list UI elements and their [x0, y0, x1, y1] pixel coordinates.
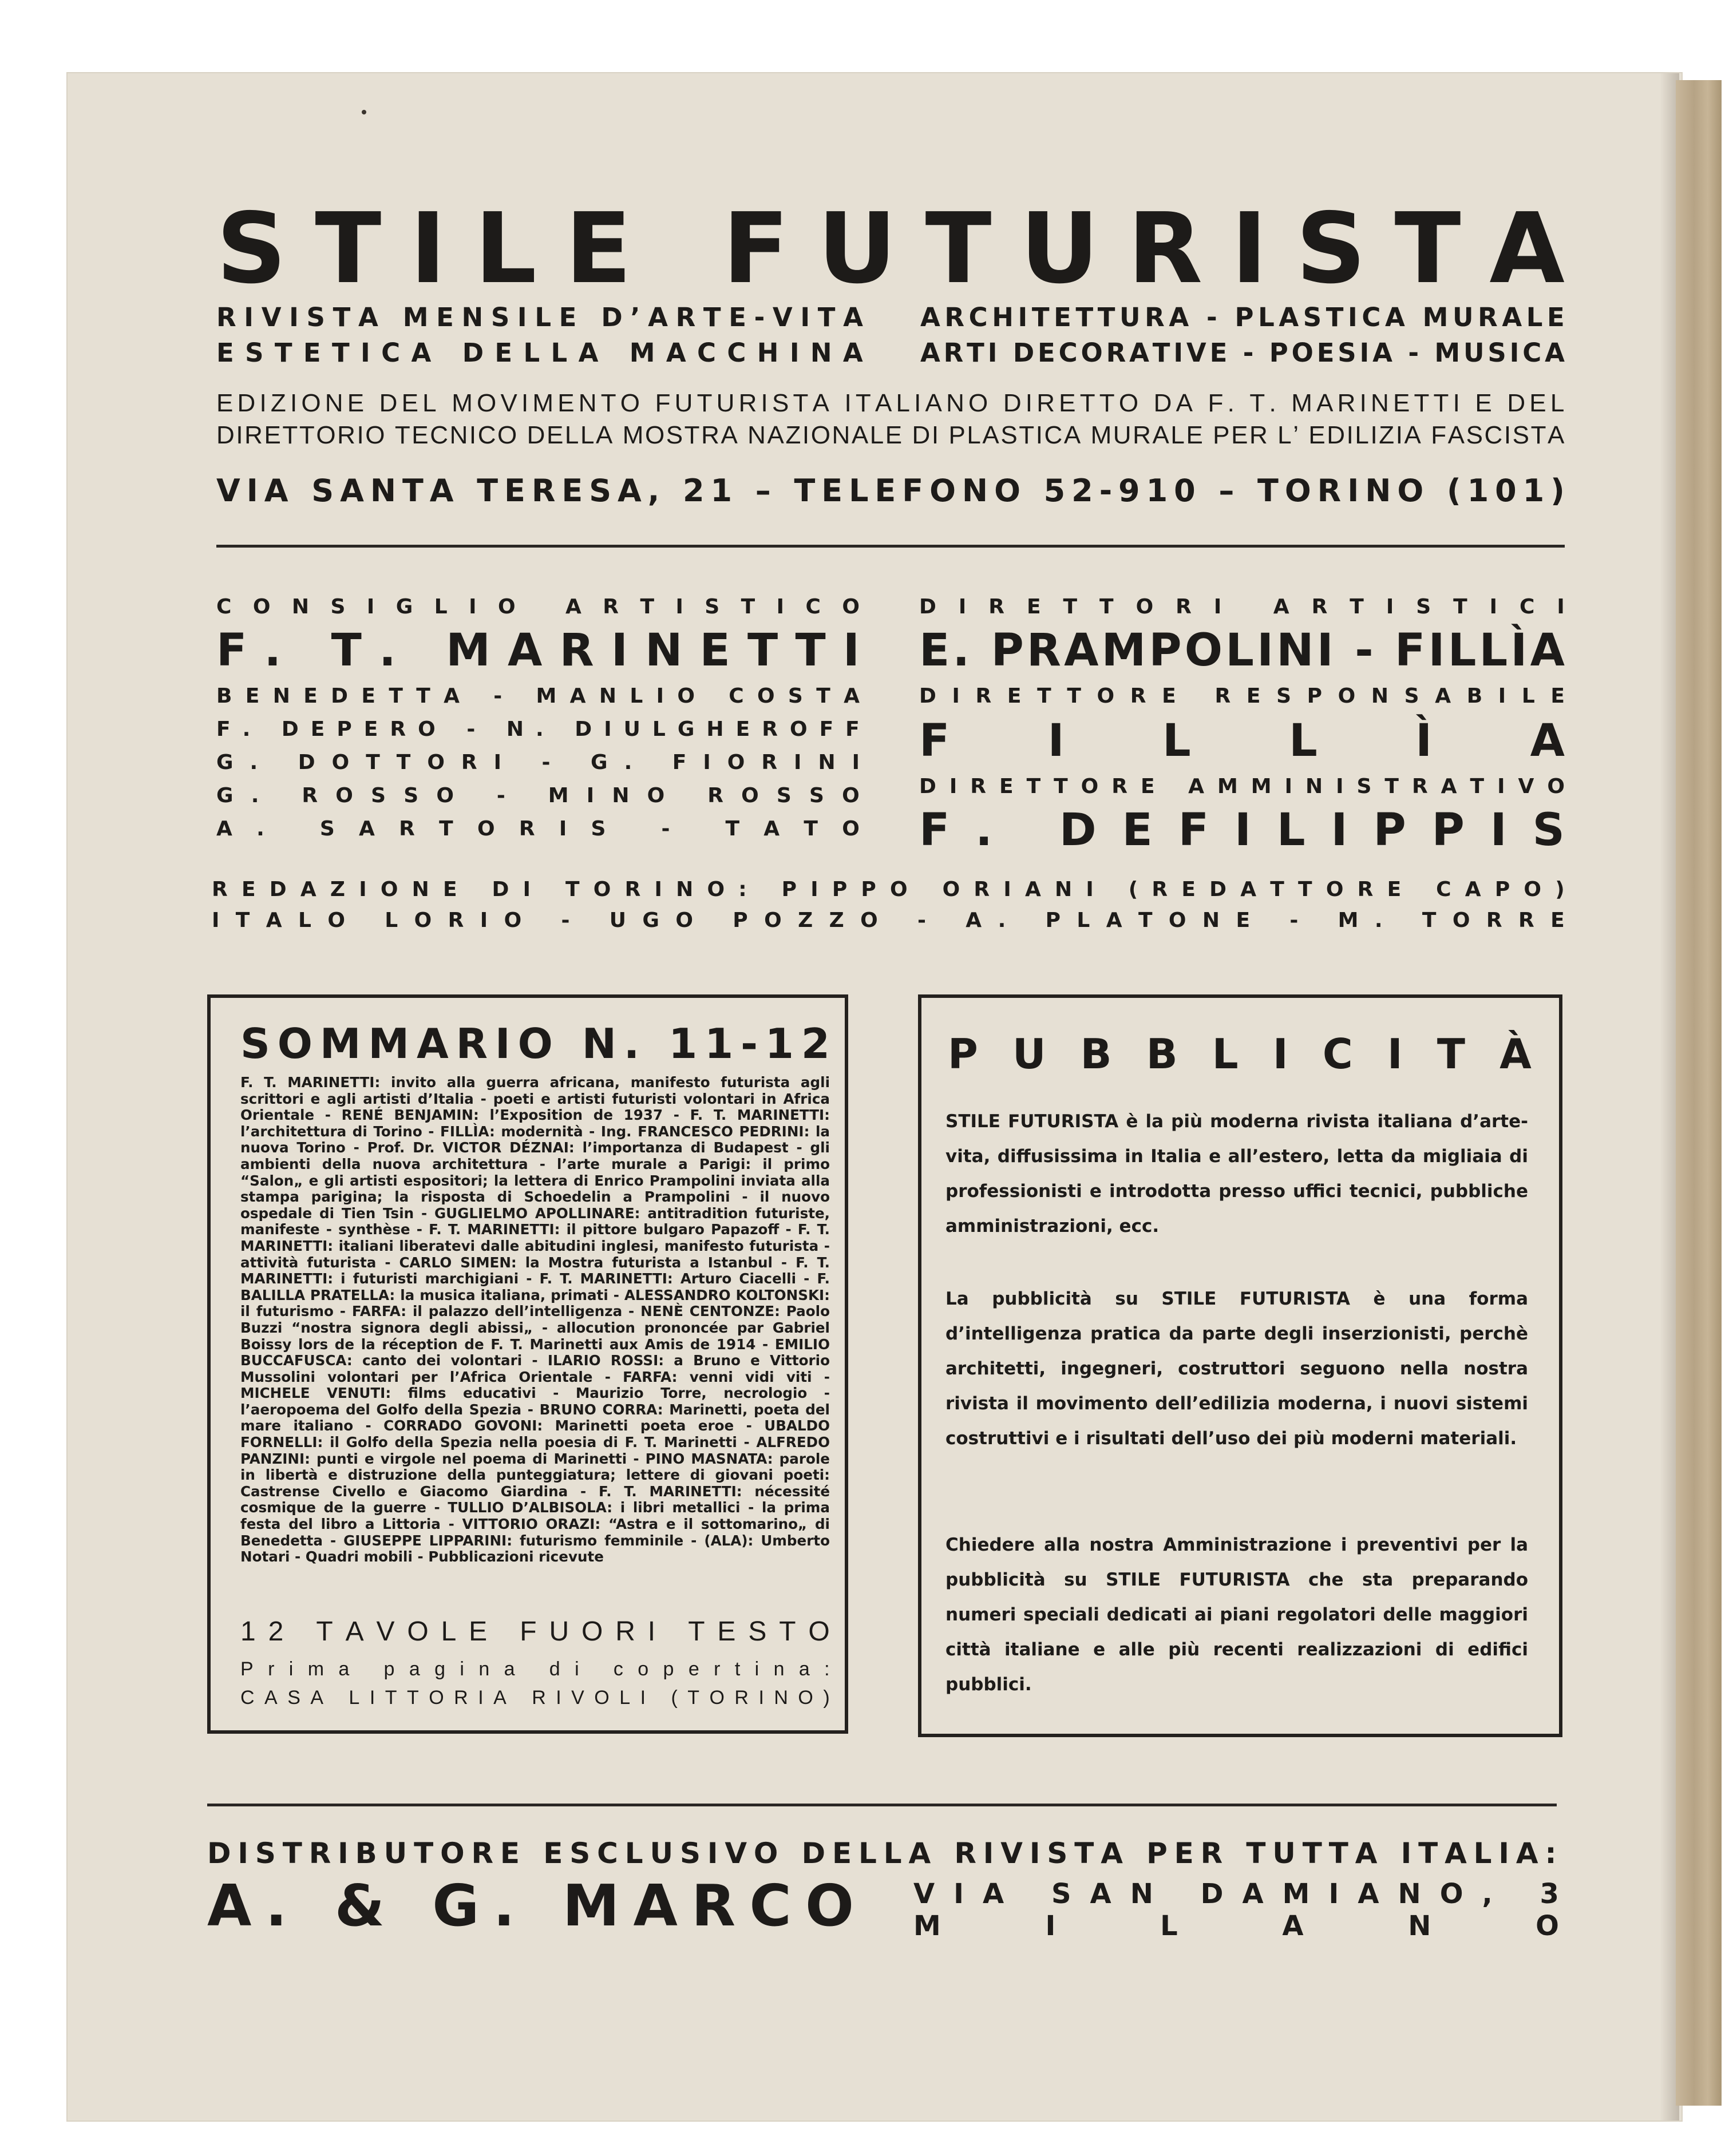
edition-line-1: E D I Z I O N E D E L M O V I M E N T O F U T U R I S T A I T A L I A N O D I R E T T O D A F . T . M A R I N E T T I E D E L: [216, 389, 1565, 417]
magazine-title: S T I L E F U T U R I S T A: [216, 192, 1565, 306]
distributore-city: M I L A N O: [913, 1910, 1559, 1942]
consiglio-label: C O N S I G L I O A R T I S T I C O: [216, 595, 860, 619]
paper-speck: [362, 110, 366, 114]
copertina-value: C A S A L I T T O R I A R I V O L I ( T O R I N O ): [240, 1687, 830, 1709]
subtitle-right-2: A R T I D E C O R A T I V E - P O E S I A - M U S I C A: [920, 338, 1565, 368]
distributore-address: V I A S A N D A M I A N O , 3: [913, 1878, 1559, 1910]
binding-spine: [1676, 80, 1722, 2106]
sommario-body: F. T. MARINETTI: invito alla guerra africana, manifesto futurista agli scrittori e agli artisti d’Italia - poeti e artisti futuristi volontari in Africa Orientale - RENÉ BENJAMIN: l’Exposition de 1937 - F. T. MARINETTI: l’architettura di Torino - FILLÌA: modernità - Ing. FRANCESCO PEDRINI: la nuova Torino - Prof. Dr. VICTOR DÉZNAI: l’importanza di Budapest - gli ambienti della nuova architettura - l’arte murale a Parigi: il primo “Salon„ e gli artisti espositori; la lettera di Enrico Prampolini inviata alla stampa parigina; la risposta di Schoedelin a Prampolini - il nuovo ospedale di Tien Tsin - GUGLIELMO APOLLINARE: antitradition futuriste, manifeste - synthèse - F. T. MARINETTI: il pittore bulgaro Papazoff - F. T. MARINETTI: italiani liberatevi dalle abitudini inglesi, manifesto futurista - attività futurista - CARLO SIMEN: la Mostra futurista a Istanbul - F. T. MARINETTI: i futuristi marchigiani - F. T. MARINETTI: Arturo Ciacelli - F. BALILLA PRATELLA: la musica italiana, primati - ALESSANDRO KOLTONSKI: il futurismo - FARFA: il palazzo dell’intelligenza - NENÈ CENTONZE: Paolo Buzzi “nostra signora degli abissi„ - allocution prononcée par Gabriel Boissy lors de la réception de F. T. Marinetti aux Amis de 1914 - EMILIO BUCCAFUSCA: canto dei volontari - ILARIO ROSSI: a Bruno e Vittorio Mussolini volontari per l’Africa Orientale - FARFA: venni vidi viti - MICHELE VENUTI: films educativi - Maurizio Torre, necrologio - l’aeropoema del Golfo della Spezia - BRUNO CORRA: Marinetti, poeta del mare italiano - CORRADO GOVONI: Marinetti poeta eroe - UBALDO FORNELLI: il Golfo della Spezia nella poesia di F. T. Marinetti - ALFREDO PANZINI: punti e virgole nel poema di Marinetti - PINO MASNATA: parole in libertà e distruzione della punteggiatura; lettere di giovani poeti: Castrense Civello e Giacomo Giardina - F. T. MARINETTI: nécessité cosmique de la guerre - TULLIO D’ALBISOLA: i libri metallici - la prima festa del libro a Littoria - VITTORIO ORAZI: “Astra e il sottomarino„ di Benedetta - GIUSEPPE LIPPARINI: futurismo femminile - (ALA): Umberto Notari - Quadri mobili - Pubblicazioni ricevute: [240, 1074, 830, 1566]
consiglio-head: F . T . M A R I N E T T I: [216, 625, 860, 676]
copertina-label: P r i m a p a g i n a d i c o p e r t i n a :: [240, 1658, 830, 1680]
redazione-line-2: I T A L O L O R I O - U G O P O Z Z O - A . P L A T O N E - M . T O R R E: [212, 909, 1565, 932]
consiglio-member: F . D E P E R O - N . D I U L G H E R O F F: [216, 718, 860, 741]
amministrativo-name: F . D E F I L I P P I S: [919, 804, 1565, 856]
consiglio-member: G . D O T T O R I - G . F I O R I N I: [216, 751, 860, 774]
distributore-label: D I S T R I B U T O R E E S C L U S I V O D E L L A R I V I S T A P E R T U T T A I T A L I A :: [207, 1837, 1557, 1870]
distributore-name: A . & G . M A R C O: [207, 1872, 854, 1939]
consiglio-member: A . S A R T O R I S - T A T O: [216, 817, 860, 841]
amministrativo-label: D I R E T T O R E A M M I N I S T R A T I V O: [919, 775, 1565, 798]
subtitle-row-1: [216, 302, 1565, 332]
subtitle-right-1: A R C H I T E T T U R A - P L A S T I C A M U R A L E: [920, 302, 1565, 332]
divider-rule: [216, 545, 1565, 548]
consiglio-member: G . R O S S O - M I N O R O S S O: [216, 784, 860, 807]
pubblicita-paragraph: La pubblicità su STILE FUTURISTA è una forma d’intelligenza pratica da parte degli inserzionisti, perchè architetti, ingegneri, costruttori seguono nella nostra rivista il movimento dell’edilizia moderna, i nuovi sistemi costruttivi e i risultati dell’uso dei più moderni materiali.: [945, 1289, 1528, 1449]
edition-line-2: D I R E T T O R I O T E C N I C O D E L L A M O S T R A N A Z I O N A L E D I P L A S T I C A M U R A L E P E R L ’ E D I L I Z I A F A S C I S T A: [216, 421, 1565, 449]
subtitle-left-1: R I V I S T A M E N S I L E D ’ A R T E - V I T A: [216, 302, 863, 332]
subtitle-row-2: [216, 338, 1565, 368]
responsabile-label: D I R E T T O R E R E S P O N S A B I L E: [919, 684, 1565, 708]
redazione-line-1: R E D A Z I O N E D I T O R I N O : P I P P O O R I A N I ( R E D A T T O R E C A P O ): [212, 878, 1565, 901]
editorial-address: V I A S A N T A T E R E S A , 2 1 – T E L E F O N O 5 2 - 9 1 0 – T O R I N O ( 1 0 1 ): [216, 473, 1565, 509]
pubblicita-paragraph: Chiedere alla nostra Amministrazione i preventivi per la pubblicità su STILE FUTURISTA che sta preparando numeri speciali dedicati ai piani regolatori delle maggiori città italiane e alle più recenti realizzazioni di edifici pubblici.: [945, 1535, 1528, 1695]
tavole-fuori-testo: 1 2 T A V O L E F U O R I T E S T O: [240, 1616, 830, 1647]
responsabile-name: F I L L Ì A: [919, 715, 1565, 767]
consiglio-member: B E N E D E T T A - M A N L I O C O S T A: [216, 684, 860, 708]
direttori-label: D I R E T T O R I A R T I S T I C I: [919, 595, 1565, 619]
subtitle-left-2: E S T E T I C A D E L L A M A C C H I N A: [216, 338, 863, 368]
sommario-title: S O M M A R I O N . 1 1 - 1 2: [240, 1020, 830, 1068]
pubblicita-title: P U B B L I C I T À: [948, 1030, 1532, 1078]
direttori-names: E . P R A M P O L I N I - F I L L Ì A: [919, 625, 1565, 676]
pubblicita-paragraph: STILE FUTURISTA è la più moderna rivista italiana d’arte-vita, diffusissima in Italia e all’estero, letta da migliaia di professionisti e introdotta presso uffici tecnici, pubbliche amministrazioni, ecc.: [945, 1111, 1528, 1236]
divider-rule: [207, 1804, 1557, 1806]
